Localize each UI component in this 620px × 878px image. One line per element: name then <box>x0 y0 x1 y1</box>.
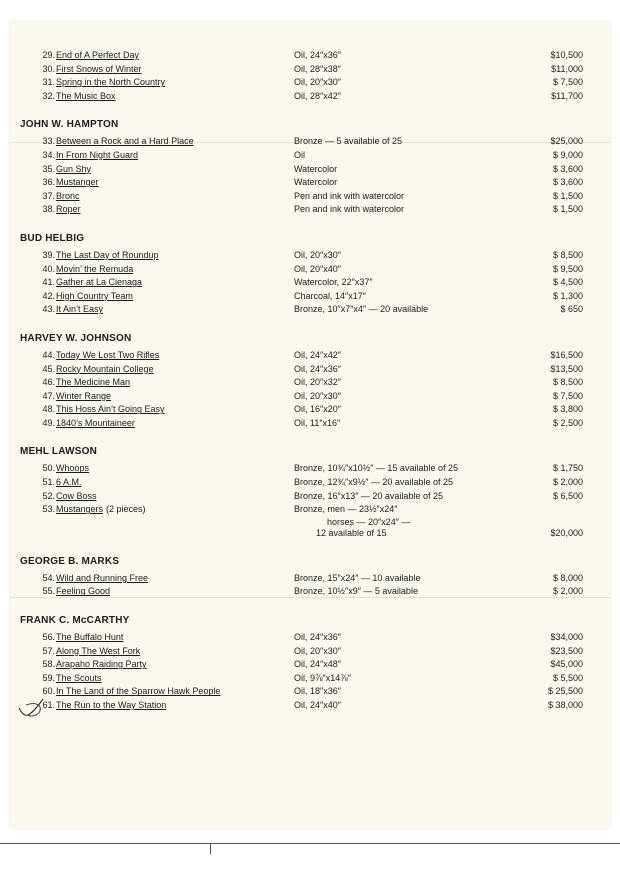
artwork-medium: Oil, 24″x48″ <box>294 659 341 670</box>
handwritten-check-mark <box>16 696 46 722</box>
artwork-price: $ 2,000 <box>552 586 583 597</box>
item-number: 56. <box>42 632 55 643</box>
artwork-medium: Watercolor <box>294 163 338 174</box>
artwork-medium: Oil, 20″x30″ <box>294 390 341 401</box>
medium-continuation <box>10 528 610 540</box>
artwork-row <box>10 403 610 417</box>
artist-name: GEORGE B. MARKS <box>20 555 120 567</box>
artwork-medium: Charcoal, 14″x17″ <box>294 290 366 301</box>
artwork-title: First Snows of Winter <box>56 63 142 74</box>
artwork-title: The Last Day of Roundup <box>56 249 159 260</box>
artwork-title: The Run to the Way Station <box>56 700 167 710</box>
artwork-row <box>10 163 610 177</box>
artwork-price: $ 6,500 <box>552 490 583 501</box>
artwork-title: In From Night Guard <box>56 149 139 160</box>
artwork-title: Movin’ the Remuda <box>56 263 134 274</box>
artist-section <box>10 233 610 317</box>
artwork-title: The Medicine Man <box>56 377 131 388</box>
page-edge-tick <box>210 843 211 854</box>
section-gap <box>10 430 610 446</box>
item-number: 29. <box>42 50 55 60</box>
artwork-title: Roper <box>56 204 81 215</box>
section-gap <box>10 217 610 233</box>
artwork-price: $ 3,800 <box>552 404 583 415</box>
item-number: 50. <box>42 463 55 474</box>
artist-section <box>10 119 610 217</box>
artwork-list <box>10 49 610 713</box>
artwork-row <box>10 376 610 390</box>
artwork-medium: Oil, 24″x40″ <box>294 700 341 710</box>
artwork-row <box>10 572 610 586</box>
artwork-medium: Watercolor, 22″x37″ <box>294 277 373 288</box>
artwork-row <box>10 672 610 686</box>
artwork-price: $45,000 <box>550 659 583 670</box>
artwork-price: $ 1,500 <box>552 204 583 215</box>
artwork-price: $ 2,500 <box>552 417 583 428</box>
item-number: 41. <box>42 277 55 288</box>
section-gap <box>10 540 610 556</box>
artist-section <box>10 333 610 431</box>
artwork-medium: Oil, 20″x32″ <box>294 377 341 388</box>
artwork-row <box>10 462 610 476</box>
item-number: 53. <box>42 504 55 515</box>
artwork-title: Along The West Fork <box>56 645 141 656</box>
artwork-medium: Bronze, 16″x13″ — 20 available of 25 <box>294 490 443 501</box>
artwork-row <box>10 135 610 149</box>
artwork-row <box>10 363 610 377</box>
artist-section <box>10 615 610 713</box>
price-list-page <box>10 22 610 828</box>
section-gap <box>10 599 610 615</box>
artwork-medium: Oil, 20″x30″ <box>294 77 341 88</box>
artwork-title: Cow Boss <box>56 490 97 501</box>
artwork-title: It Ain’t Easy <box>56 304 104 315</box>
artwork-medium: Oil, 18″x36″ <box>294 686 341 697</box>
artwork-price: $ 8,500 <box>552 377 583 388</box>
artwork-price: $ 3,600 <box>552 163 583 174</box>
artwork-medium: Oil, 20″x40″ <box>294 263 341 274</box>
artwork-price: $ 2,000 <box>552 477 583 488</box>
artwork-price: $ 1,500 <box>552 190 583 201</box>
artwork-price: $20,000 <box>550 528 583 539</box>
artwork-row <box>10 476 610 490</box>
artist-name: FRANK C. McCARTHY <box>20 615 130 627</box>
artwork-row <box>10 645 610 659</box>
artist-name: HARVEY W. JOHNSON <box>20 332 132 344</box>
item-number: 46. <box>42 377 55 388</box>
artwork-title: Between a Rock and a Hard Place <box>56 136 194 147</box>
artwork-title: 6 A.M. <box>56 477 82 488</box>
artwork-row <box>10 658 610 672</box>
artwork-medium: Oil, 16″x20″ <box>294 404 341 415</box>
artwork-price: $ 5,500 <box>552 672 583 683</box>
artwork-row <box>10 390 610 404</box>
item-number: 58. <box>42 659 55 670</box>
artwork-medium: Oil <box>294 149 305 160</box>
artwork-price: $ 4,500 <box>552 277 583 288</box>
artwork-price: $25,000 <box>550 136 583 147</box>
artwork-medium: Bronze — 5 available of 25 <box>294 136 403 147</box>
artwork-price: $ 25,500 <box>547 686 583 697</box>
artwork-price: $ 1,300 <box>552 290 583 301</box>
item-number: 60. <box>42 686 55 697</box>
artwork-title: Mustangers <box>56 504 104 515</box>
artwork-medium: Oil, 24″x36″ <box>294 632 341 643</box>
artwork-medium: Bronze, 10½″x9″ — 5 available <box>294 586 418 597</box>
artwork-price: $11,000 <box>551 63 583 74</box>
item-number: 55. <box>42 586 55 597</box>
artist-name: BUD HELBIG <box>20 232 85 244</box>
artwork-title: Whoops <box>56 463 90 474</box>
artwork-price: $11,700 <box>551 90 583 101</box>
artwork-medium: Bronze, 15″x24″ — 10 available <box>294 572 421 583</box>
artwork-title: Bronc <box>56 190 80 201</box>
artwork-medium: Watercolor <box>294 177 338 188</box>
artwork-title: This Hoss Ain’t Going Easy <box>56 404 165 415</box>
item-number: 36. <box>42 177 55 188</box>
page-edge-line <box>0 843 620 844</box>
artwork-medium: Oil, 20″x30″ <box>294 249 341 260</box>
artwork-row <box>10 90 610 104</box>
artist-name: JOHN W. HAMPTON <box>20 119 119 131</box>
item-number: 45. <box>42 363 55 374</box>
item-number: 61. <box>42 700 55 710</box>
artwork-medium: Oil, 28″x38″ <box>294 63 341 74</box>
item-number: 42. <box>42 290 55 301</box>
artwork-title: Spring in the North Country <box>56 77 166 88</box>
artwork-title: The Buffalo Hunt <box>56 632 124 643</box>
artwork-row <box>10 417 610 431</box>
artwork-note: (2 pieces) <box>106 504 146 515</box>
artwork-title: Mustanger <box>56 177 99 188</box>
item-number: 38. <box>42 204 55 215</box>
artwork-price: $ 3,600 <box>552 177 583 188</box>
artwork-title: Today We Lost Two Rifles <box>56 349 160 360</box>
artwork-price: $ 1,750 <box>552 463 583 474</box>
item-number: 52. <box>42 490 55 501</box>
artwork-title: Wild and Running Free <box>56 572 149 583</box>
item-number: 48. <box>42 404 55 415</box>
artwork-title: The Music Box <box>56 90 116 101</box>
artwork-medium: Bronze, 10¾″x10½″ — 15 available of 25 <box>294 463 458 474</box>
artwork-price: $ 9,500 <box>552 263 583 274</box>
artist-section <box>10 49 610 103</box>
item-number: 40. <box>42 263 55 274</box>
artwork-price: $23,500 <box>550 645 583 656</box>
artwork-medium: Oil, 28″x42″ <box>294 90 341 101</box>
item-number: 47. <box>42 390 55 401</box>
artwork-row <box>10 203 610 217</box>
item-number: 54. <box>42 572 55 583</box>
item-number: 33. <box>42 136 55 147</box>
artwork-row <box>10 276 610 290</box>
artwork-medium: Oil, 24″x36″ <box>294 363 341 374</box>
artwork-row <box>10 290 610 304</box>
item-number: 31. <box>42 77 55 88</box>
artwork-row <box>10 585 610 599</box>
artwork-price: $ 7,500 <box>552 390 583 401</box>
artwork-price: $10,500 <box>550 50 583 60</box>
item-number: 59. <box>42 672 55 683</box>
artwork-medium: Oil, 20″x30″ <box>294 645 341 656</box>
item-number: 32. <box>42 90 55 101</box>
artist-section <box>10 446 610 539</box>
artwork-medium: Bronze, men — 23½″x24″ <box>294 504 398 515</box>
item-number: 34. <box>42 149 55 160</box>
artwork-price: $ 650 <box>560 304 583 315</box>
artwork-row <box>10 699 610 713</box>
item-number: 51. <box>42 477 55 488</box>
artwork-price: $34,000 <box>550 632 583 643</box>
artwork-row <box>10 631 610 645</box>
artwork-title: Winter Range <box>56 390 112 401</box>
artist-section <box>10 556 610 599</box>
artwork-row <box>10 263 610 277</box>
artwork-row <box>10 249 610 263</box>
artwork-row <box>10 349 610 363</box>
artwork-title: In The Land of the Sparrow Hawk People <box>56 686 221 697</box>
artwork-title: Gun Shy <box>56 163 92 174</box>
artwork-title: The Scouts <box>56 672 102 683</box>
artwork-title-group <box>56 503 146 517</box>
artwork-medium: Pen and ink with watercolor <box>294 190 405 201</box>
artwork-row <box>10 149 610 163</box>
artwork-row <box>10 190 610 204</box>
item-number: 43. <box>42 304 55 315</box>
item-number: 49. <box>42 417 55 428</box>
artwork-title: Rocky Mountain College <box>56 363 154 374</box>
artwork-medium: Pen and ink with watercolor <box>294 204 405 215</box>
item-number: 35. <box>42 163 55 174</box>
artwork-row <box>10 176 610 190</box>
artwork-row <box>10 49 610 63</box>
artwork-price: $ 8,500 <box>552 249 583 260</box>
artwork-title: 1840’s Mountaineer <box>56 417 135 428</box>
artwork-medium: Oil, 9⅞″x14⅞″ <box>294 672 351 683</box>
item-number: 44. <box>42 349 55 360</box>
artwork-row <box>10 63 610 77</box>
artwork-medium: Oil, 24″x42″ <box>294 349 341 360</box>
medium-continuation <box>10 517 610 529</box>
artwork-medium: Oil, 24″x36″ <box>294 50 341 60</box>
artwork-title: Arapaho Raiding Party <box>56 659 147 670</box>
artwork-price: $ 38,000 <box>547 700 583 710</box>
artwork-row <box>10 490 610 504</box>
artwork-medium: Bronze, 10″x7″x4″ — 20 available <box>294 304 429 315</box>
artwork-price: $13,500 <box>550 363 583 374</box>
artwork-title: Gather at La Cienaga <box>56 277 143 288</box>
artist-name: MEHL LAWSON <box>20 446 98 458</box>
artwork-price: $16,500 <box>550 349 583 360</box>
artwork-row <box>10 503 610 517</box>
artwork-title: End of A Perfect Day <box>56 50 140 60</box>
artwork-title: Feeling Good <box>56 586 111 597</box>
artwork-row <box>10 303 610 317</box>
item-number: 57. <box>42 645 55 656</box>
artwork-medium: Oil, 11″x16″ <box>294 417 341 428</box>
item-number: 30. <box>42 63 55 74</box>
artwork-price: $ 8,000 <box>552 572 583 583</box>
artwork-row <box>10 76 610 90</box>
item-number: 37. <box>42 190 55 201</box>
artwork-price: $ 9,000 <box>552 149 583 160</box>
artwork-title: High Country Team <box>56 290 133 301</box>
section-gap <box>10 317 610 333</box>
item-number: 39. <box>42 249 55 260</box>
section-gap <box>10 103 610 119</box>
artwork-medium-line: 12 available of 15 <box>316 528 387 539</box>
artwork-medium: Bronze, 12¾″x9½″ — 20 available of 25 <box>294 477 453 488</box>
artwork-row <box>10 685 610 699</box>
artwork-medium-line: horses — 20″x24″ — <box>327 516 411 527</box>
artwork-price: $ 7,500 <box>552 77 583 88</box>
